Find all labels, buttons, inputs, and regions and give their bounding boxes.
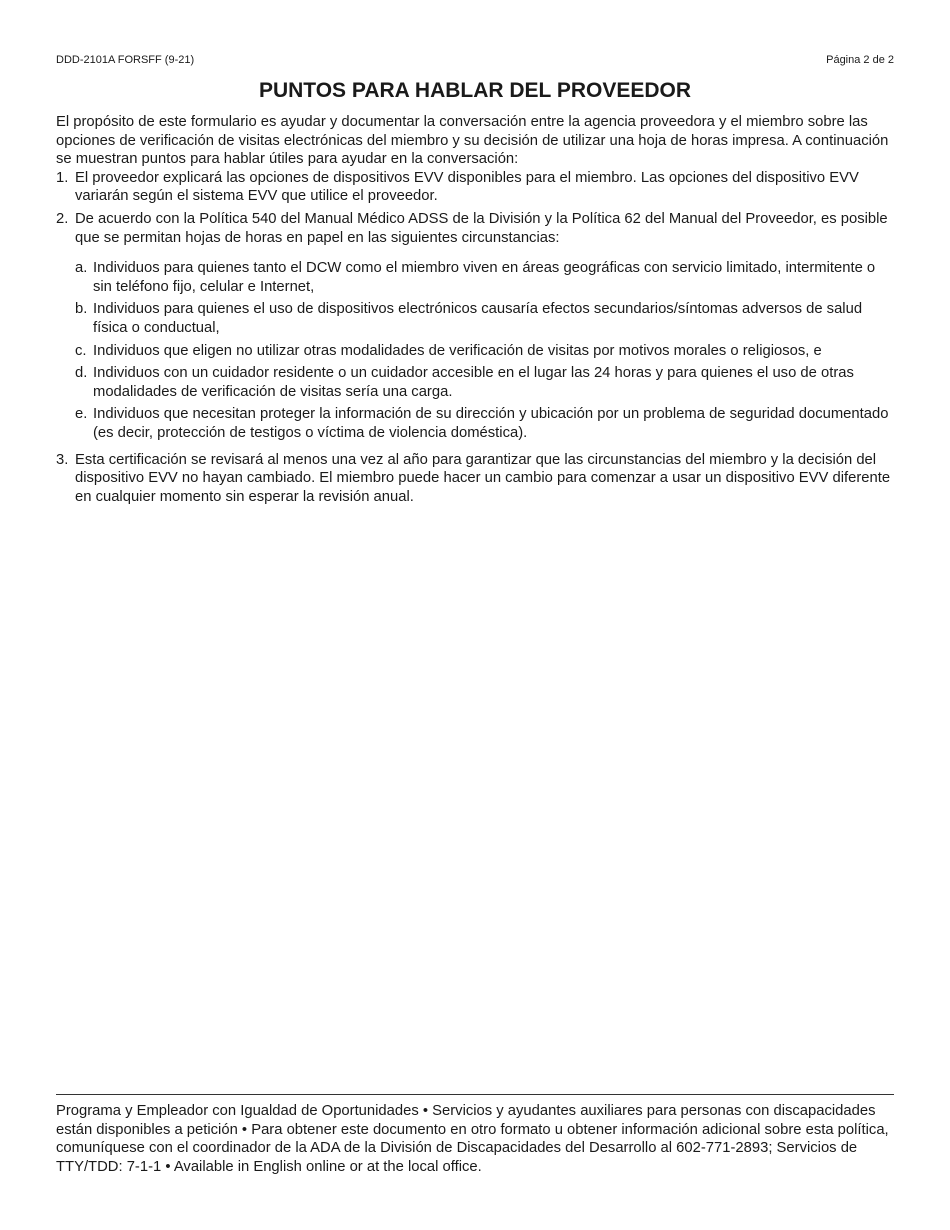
document-body — [56, 113, 898, 510]
list-marker: 3. — [56, 451, 69, 468]
footer-divider — [56, 1094, 894, 1095]
page-number: Página 2 de 2 — [826, 54, 894, 66]
circumstance-text: Individuos con un cuidador residente o un cuidador accesible en el lugar las 24 horas y para quienes el uso de otras modalidades de verificación de visitas sería una carga. — [93, 365, 854, 400]
talking-point-text: Esta certificación se revisará al menos una vez al año para garantizar que las circunstancias del miembro y la decisión del dispositivo EVV no hayan cambiado. El miembro puede hacer un cambio para comenzar a usar un dispositivo EVV diferente en cualquier momento sin esperar la revisión anual. — [75, 451, 891, 505]
list-marker: 1. — [56, 169, 69, 186]
talking-point-text: El proveedor explicará las opciones de dispositivos EVV disponibles para el miembro. Las opciones del dispositivo EVV variarán según el sistema EVV que utilice el proveedor. — [75, 169, 859, 205]
list-marker: a. — [75, 260, 88, 277]
talking-point-3 — [56, 451, 898, 507]
intro-paragraph: El propósito de este formulario es ayudar y documentar la conversación entre la agencia proveedora y el miembro sobre las opciones de verificación de visitas electrónicas del miembro y su decisión de utilizar una hoja de horas impresa. A continuación se muestran puntos para hablar útiles para ayudar en la conversación: — [56, 114, 889, 168]
list-marker: b. — [75, 301, 88, 318]
list-marker: c. — [75, 342, 87, 359]
talking-points-list — [56, 169, 898, 507]
talking-point-2 — [56, 210, 898, 443]
form-id: DDD-2101A FORSFF (9-21) — [56, 54, 195, 66]
list-marker: e. — [75, 406, 88, 423]
talking-point-text: De acuerdo con la Política 540 del Manual Médico ADSS de la División y la Política 62 del Manual del Proveedor, es posible que se permitan hojas de horas en papel en las siguientes circunstancias: — [75, 210, 888, 246]
footer-notice: Programa y Empleador con Igualdad de Oportunidades • Servicios y ayudantes auxiliares para personas con discapacidades están disponibles a petición • Para obtener este documento en otro formato u obtener información adicional sobre esta política, comuníquese con el coordinador de la ADA de la División de Discapacidades del Desarrollo al 602-771-2893; Servicios de TTY/TDD: 7-1-1 • Available in English online or at the local office. — [56, 1103, 889, 1175]
list-marker: 2. — [56, 210, 69, 227]
circumstance-text: Individuos para quienes tanto el DCW como el miembro viven en áreas geográficas con servicio limitado, intermitente o sin teléfono fijo, celular e Internet, — [93, 260, 876, 295]
circumstances-list — [75, 259, 898, 442]
circumstance-d — [75, 364, 898, 401]
page-title: PUNTOS PARA HABLAR DEL PROVEEDOR — [258, 79, 692, 102]
circumstance-b — [75, 300, 898, 337]
circumstance-text: Individuos que eligen no utilizar otras modalidades de verificación de visitas por motivos morales o religiosos, e — [93, 342, 822, 359]
talking-point-1 — [56, 169, 898, 206]
circumstance-a — [75, 259, 898, 296]
circumstance-text: Individuos que necesitan proteger la información de su dirección y ubicación por un problema de seguridad documentado (es decir, protección de testigos o víctima de violencia doméstica). — [93, 406, 889, 441]
circumstance-e — [75, 405, 898, 442]
list-marker: d. — [75, 365, 88, 382]
circumstance-text: Individuos para quienes el uso de dispositivos electrónicos causaría efectos secundarios/síntomas adversos de salud física o conductual, — [93, 301, 863, 336]
circumstance-c — [75, 342, 898, 361]
